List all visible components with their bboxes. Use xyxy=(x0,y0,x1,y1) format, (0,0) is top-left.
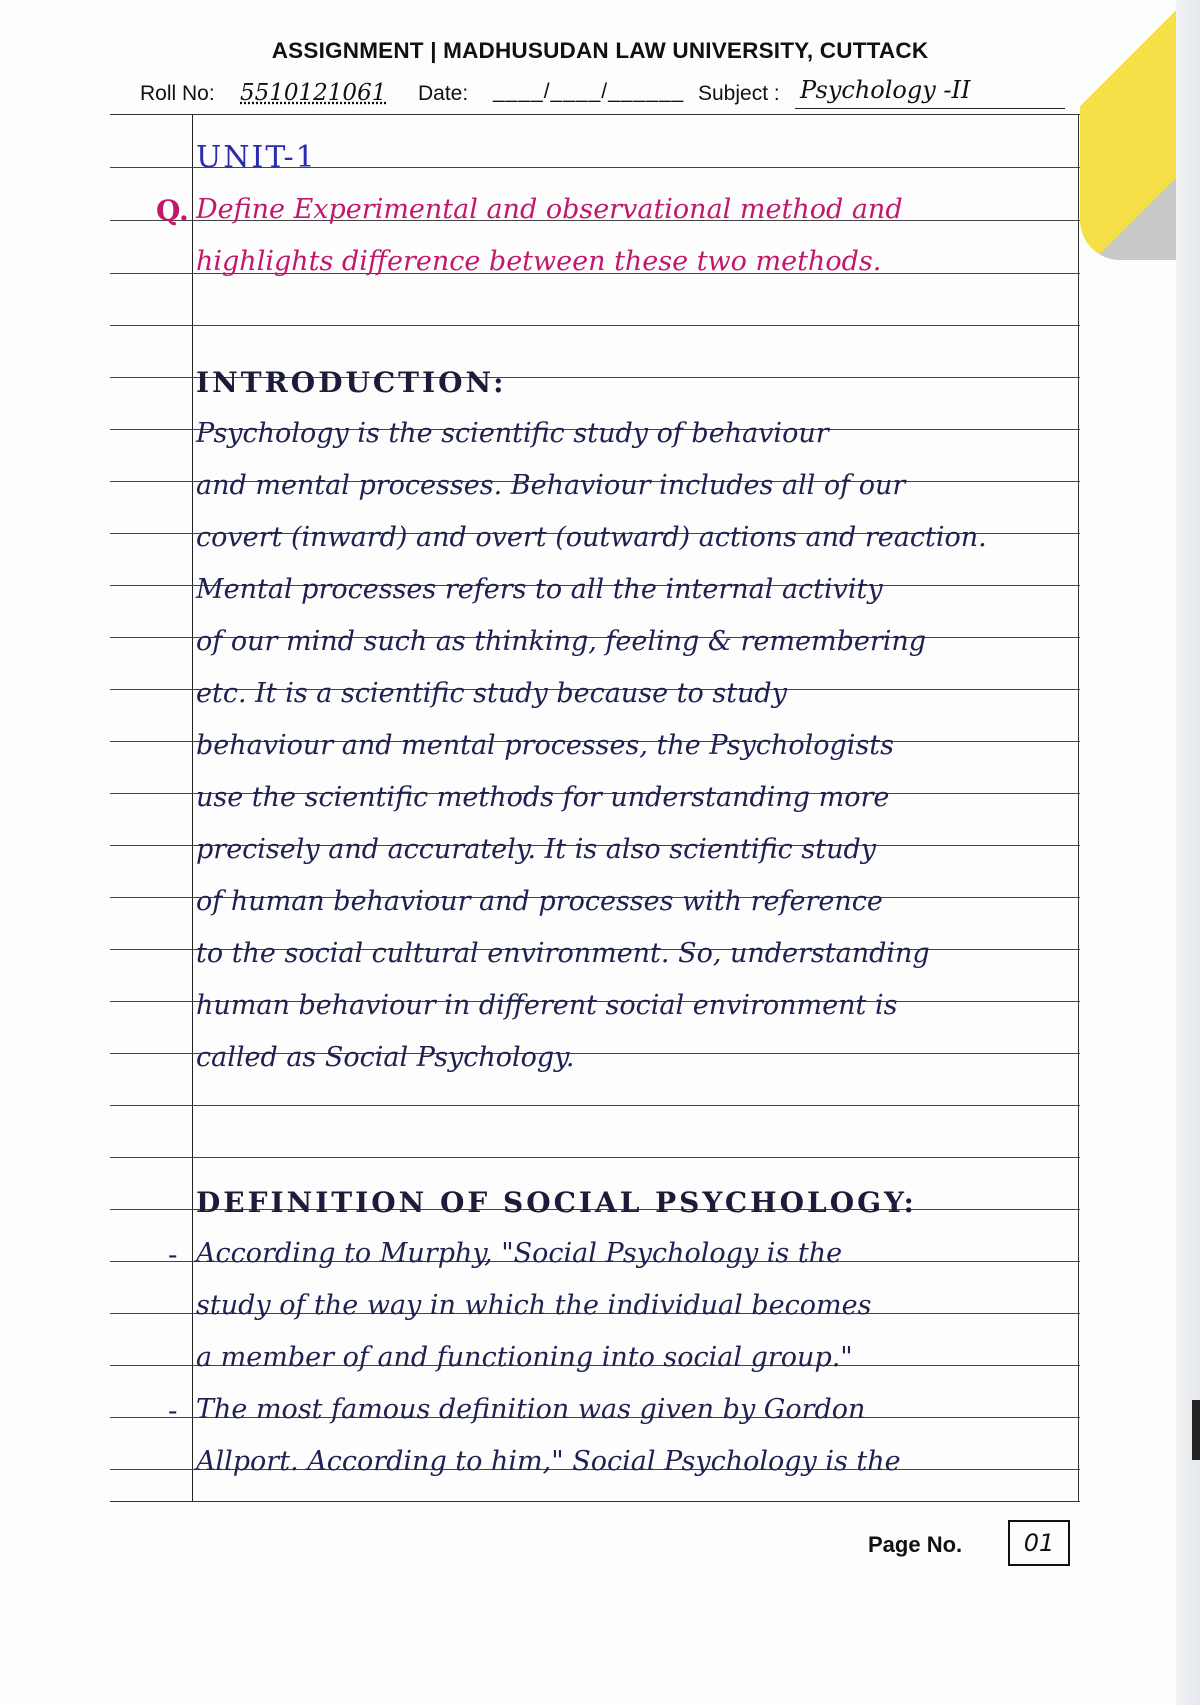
definition-line: study of the way in which the individual becomes xyxy=(196,1290,872,1321)
rule-line xyxy=(110,1105,1080,1106)
rule-line xyxy=(110,1157,1080,1158)
intro-line: Mental processes refers to all the internal activity xyxy=(196,574,883,605)
date-value: ____/____/______ xyxy=(493,80,685,103)
intro-line: use the scientific methods for understanding more xyxy=(196,782,890,813)
header-fields xyxy=(140,76,1060,114)
roll-value: 5510121061 xyxy=(240,80,387,106)
subject-underline xyxy=(795,108,1065,109)
intro-line: of human behaviour and processes with reference xyxy=(196,886,883,917)
edge-mark xyxy=(1192,1400,1200,1460)
intro-line: and mental processes. Behaviour includes all of our xyxy=(196,470,906,501)
intro-line: behaviour and mental processes, the Psychologists xyxy=(196,730,895,761)
definition-heading: DEFINITION OF SOCIAL PSYCHOLOGY: xyxy=(196,1186,917,1219)
intro-line: called as Social Psychology. xyxy=(196,1042,575,1073)
definition-line: The most famous definition was given by Gordon xyxy=(196,1394,866,1425)
rule-line xyxy=(110,325,1080,326)
bullet-marker: - xyxy=(168,1238,178,1271)
introduction-heading: INTRODUCTION: xyxy=(196,366,507,399)
definition-line: a member of and functioning into social group." xyxy=(196,1342,853,1373)
bullet-marker: - xyxy=(168,1394,178,1427)
intro-line: Psychology is the scientific study of behaviour xyxy=(196,418,829,449)
page-number-box: 01 xyxy=(1008,1520,1070,1566)
unit-heading: UNIT-1 xyxy=(196,140,317,175)
intro-line: to the social cultural environment. So, understanding xyxy=(196,938,930,969)
question-marker: Q. xyxy=(156,194,189,227)
definition-line: According to Murphy, "Social Psychology is the xyxy=(196,1238,843,1269)
intro-line: covert (inward) and overt (outward) actions and reaction. xyxy=(196,522,987,553)
intro-line: etc. It is a scientific study because to study xyxy=(196,678,787,709)
subject-label: Subject : xyxy=(698,82,780,105)
subject-value: Psychology -II xyxy=(800,76,971,104)
question-line: Define Experimental and observational method and xyxy=(196,194,903,225)
definition-line: Allport. According to him," Social Psychology is the xyxy=(196,1446,901,1477)
intro-line: precisely and accurately. It is also scientific study xyxy=(196,834,877,865)
intro-line: of our mind such as thinking, feeling & remembering xyxy=(196,626,927,657)
assignment-title: ASSIGNMENT | MADHUSUDAN LAW UNIVERSITY, CUTTACK xyxy=(271,38,929,63)
question-line: highlights difference between these two methods. xyxy=(196,246,882,277)
date-label: Date: xyxy=(418,82,469,105)
margin-line xyxy=(192,115,193,1501)
roll-label: Roll No: xyxy=(140,82,215,105)
intro-line: human behaviour in different social environment is xyxy=(196,990,898,1021)
page-number-label: Page No. xyxy=(868,1532,963,1557)
right-margin-line xyxy=(1078,115,1079,1501)
